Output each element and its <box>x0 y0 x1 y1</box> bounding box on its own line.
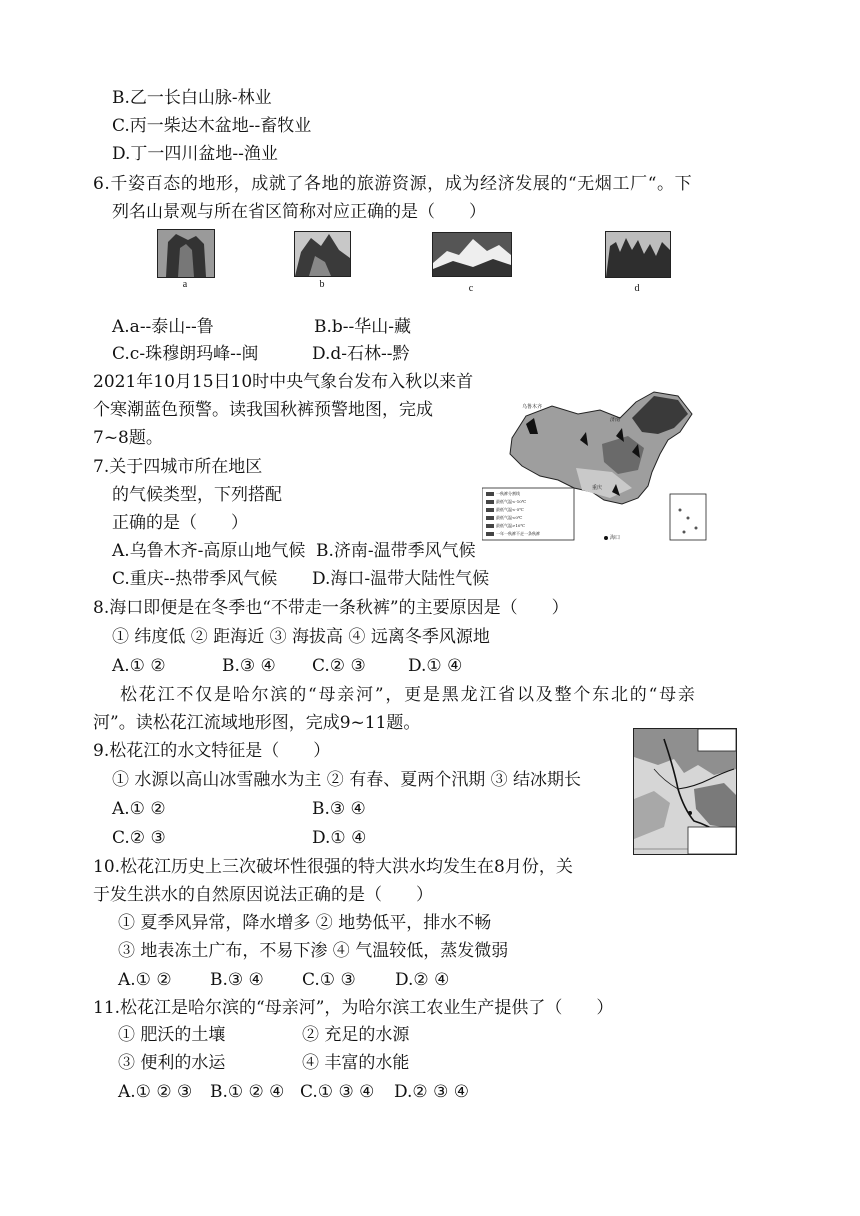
q6-option-c: C.c-珠穆朗玛峰--闽 <box>112 344 259 364</box>
intro-78-line1: 2021年10月15日10时中央气象台发布入秋以来首 <box>93 372 474 392</box>
q7-stem-cont1: 的气候类型，下列搭配 <box>112 485 282 505</box>
q7-option-d: D.海口-温带大陆性气候 <box>312 569 490 589</box>
q7-option-b: B.济南-温带季风气候 <box>316 541 476 561</box>
q10-items-2: ③ 地表冻土广布，不易下渗 ④ 气温较低，蒸发微弱 <box>118 941 509 961</box>
legend-item: 最低气温>10℃ <box>496 523 525 528</box>
q8-option-b: B.③ ④ <box>222 656 276 676</box>
q11-stem: 11.松花江是哈尔滨的“母亲河”，为哈尔滨工农业生产提供了（ ） <box>93 998 614 1018</box>
q7-option-c: C.重庆--热带季风气候 <box>112 569 278 589</box>
q9-items: ① 水源以高山冰雪融水为主 ② 有春、夏两个汛期 ③ 结冰期长 <box>112 770 582 790</box>
map-legend <box>496 490 540 538</box>
songhua-river-map <box>633 728 737 855</box>
photo-d <box>605 231 671 278</box>
intro-911-line2: 河”。读松花江流域地形图，完成9~11题。 <box>93 713 421 733</box>
legend-item: 一秋裤分割线 <box>496 491 520 496</box>
map-label-urumqi: 乌鲁木齐 <box>522 404 543 410</box>
q8-option-c: C.② ③ <box>312 656 366 676</box>
q6-option-d: D.d-石林--黔 <box>312 344 410 364</box>
q11-option-d: D.② ③ ④ <box>394 1082 469 1102</box>
photo-b <box>294 231 351 277</box>
q11-item-1: ① 肥沃的土壤 <box>118 1025 226 1045</box>
q9-option-d: D.① ④ <box>312 828 367 848</box>
q9-option-a: A.① ② <box>112 799 166 819</box>
legend-item: 最低气温<0℃ <box>496 515 523 520</box>
q6-option-a: A.a--泰山--鲁 <box>112 317 214 337</box>
legend-item: 一年一秋裤不走一条秋裤 <box>496 531 540 536</box>
q5-option-b: B.乙一长白山脉-林业 <box>112 88 272 108</box>
legend-item: 最低气温<-10℃ <box>496 499 527 504</box>
q7-option-a: A.乌鲁木齐-高原山地气候 <box>112 541 306 561</box>
q6-stem: 6.千姿百态的地形，成就了各地的旅游资源，成为经济发展的“无烟工厂“。下 <box>93 174 693 194</box>
q9-option-c: C.② ③ <box>112 828 166 848</box>
q6-stem-cont: 列名山景观与所在省区简称对应正确的是（ ） <box>112 202 486 222</box>
map-label-chongqing: 重庆 <box>592 485 603 491</box>
q10-option-d: D.② ④ <box>395 970 450 990</box>
q7-stem: 7.关于四城市所在地区 <box>93 457 263 477</box>
intro-78-line3: 7~8题。 <box>93 428 163 448</box>
q5-option-d: D.丁一四川盆地--渔业 <box>112 144 278 164</box>
intro-78-line2: 个寒潮蓝色预警。读我国秋裤预警地图，完成 <box>93 400 433 420</box>
q7-stem-cont2: 正确的是（ ） <box>112 513 248 533</box>
q10-option-c: C.① ③ <box>302 970 356 990</box>
q10-stem: 10.松花江历史上三次破坏性很强的特大洪水均发生在8月份，关 <box>93 857 573 877</box>
q10-option-a: A.① ② <box>118 970 172 990</box>
q10-items-1: ① 夏季风异常，降水增多 ② 地势低平，排水不畅 <box>118 913 492 933</box>
q10-stem-cont: 于发生洪水的自然原因说法正确的是（ ） <box>93 885 433 905</box>
caption-d: d <box>634 283 640 294</box>
q8-items: ① 纬度低 ② 距海近 ③ 海拔高 ④ 远离冬季风源地 <box>112 627 490 647</box>
q11-option-b: B.① ② ④ <box>210 1082 285 1102</box>
q8-option-d: D.① ④ <box>408 656 463 676</box>
photo-a <box>157 229 215 278</box>
q11-option-a: A.① ② ③ <box>118 1082 193 1102</box>
q9-option-b: B.③ ④ <box>312 799 366 819</box>
q11-item-3: ③ 便利的水运 <box>118 1053 226 1073</box>
caption-c: c <box>468 283 474 294</box>
map-label-jinan: 济南 <box>610 417 621 423</box>
q11-option-c: C.① ③ ④ <box>300 1082 375 1102</box>
caption-a: a <box>182 279 188 290</box>
q8-stem: 8.海口即便是在冬季也“不带走一条秋裤”的主要原因是（ ） <box>93 598 569 618</box>
q8-option-a: A.① ② <box>112 656 166 676</box>
q9-stem: 9.松花江的水文特征是（ ） <box>93 741 331 761</box>
china-cold-wave-map <box>482 388 710 544</box>
legend-item: 最低气温<-5℃ <box>496 507 524 512</box>
photo-c <box>432 232 512 277</box>
map-label-haikou: 海口 <box>610 535 621 541</box>
q5-option-c: C.丙一柴达木盆地--畜牧业 <box>112 116 312 136</box>
q6-option-b: B.b--华山-藏 <box>314 317 412 337</box>
intro-911-line1: 松花江不仅是哈尔滨的“母亲河”，更是黑龙江省以及整个东北的“母亲 <box>120 685 697 705</box>
q11-item-4: ④ 丰富的水能 <box>302 1053 410 1073</box>
q11-item-2: ② 充足的水源 <box>302 1025 410 1045</box>
caption-b: b <box>319 279 325 290</box>
q10-option-b: B.③ ④ <box>210 970 264 990</box>
